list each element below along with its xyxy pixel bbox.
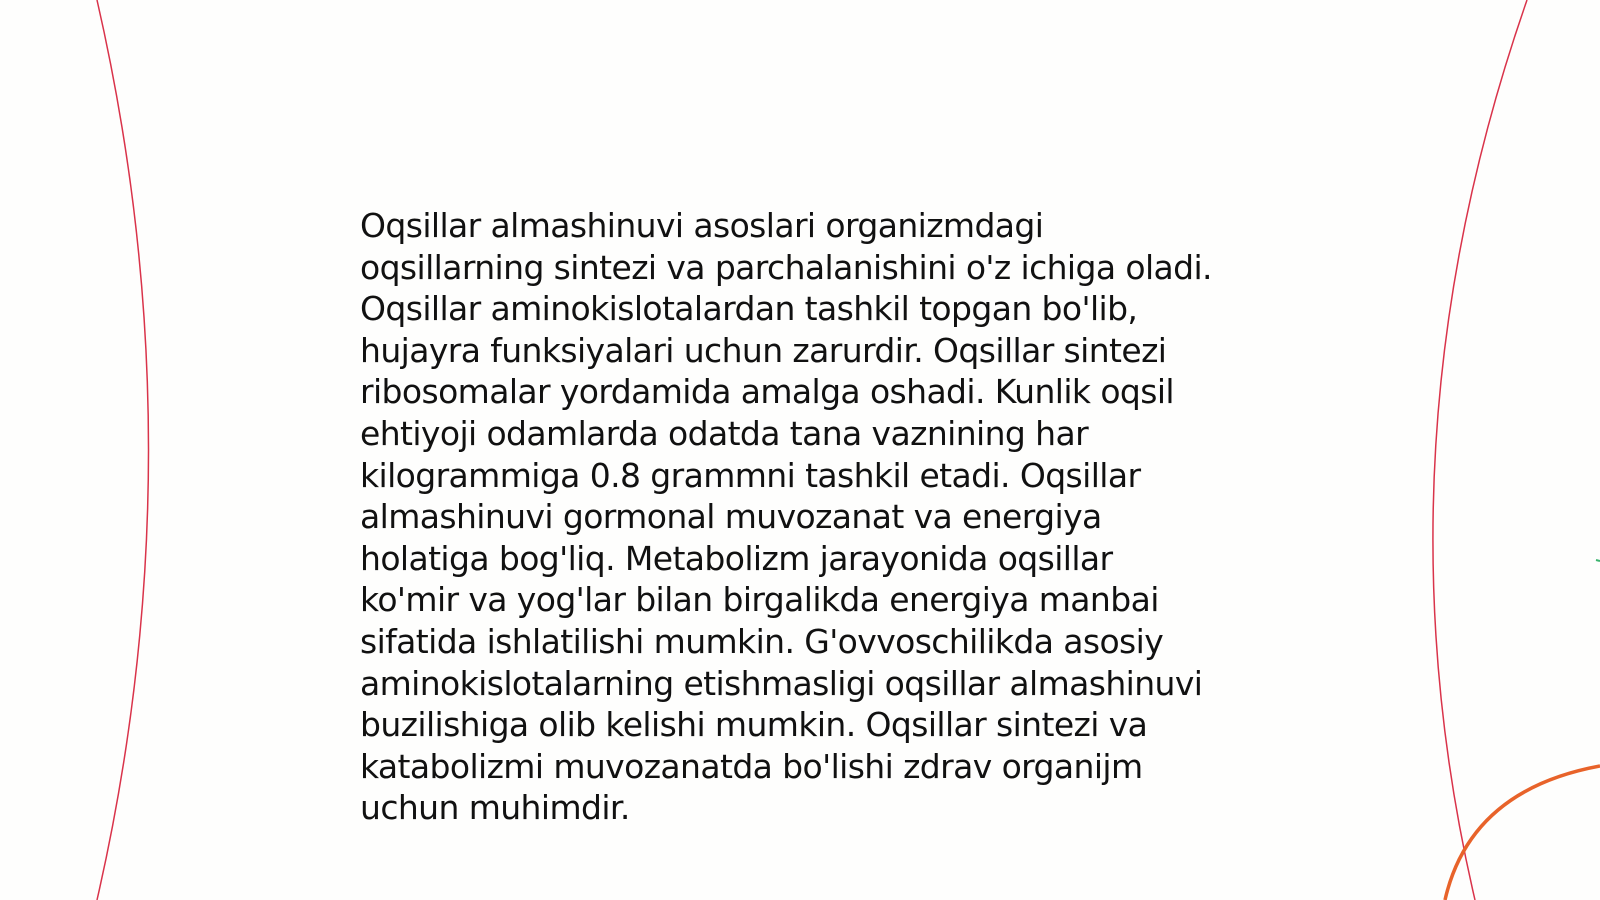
right-curve-line — [1433, 0, 1527, 900]
left-curve-line — [97, 0, 149, 900]
orange-arc — [1445, 766, 1600, 900]
slide-body-text: Oqsillar almashinuvi asoslari organizmdagi oqsillarning sintezi va parchalanishini o'z ichiga oladi. Oqsillar aminokislotalardan tashkil topgan bo'lib, hujayra funksiyalari uchun zarurdir. Oqsillar sintezi ribosomalar yordamida amalga oshadi. Kunlik oqsil ehtiyoji odamlarda odatda tana vaznining har kilogrammiga 0.8 grammni tashkil etadi. Oqsillar almashinuvi gormonal muvozanat va energiya holatiga bog'liq. Metabolizm jarayonida oqsillar ko'mir va yog'lar bilan birgalikda energiya manbai sifatida ishlatilishi mumkin. G'ovvoschilikda asosiy aminokislotalarning etishmasligi oqsillar almashinuvi buzilishiga olib kelishi mumkin. Oqsillar sintezi va katabolizmi muvozanatda bo'lishi zdrav organijm uchun muhimdir. — [360, 206, 1212, 828]
green-edge-mark — [1596, 560, 1600, 561]
